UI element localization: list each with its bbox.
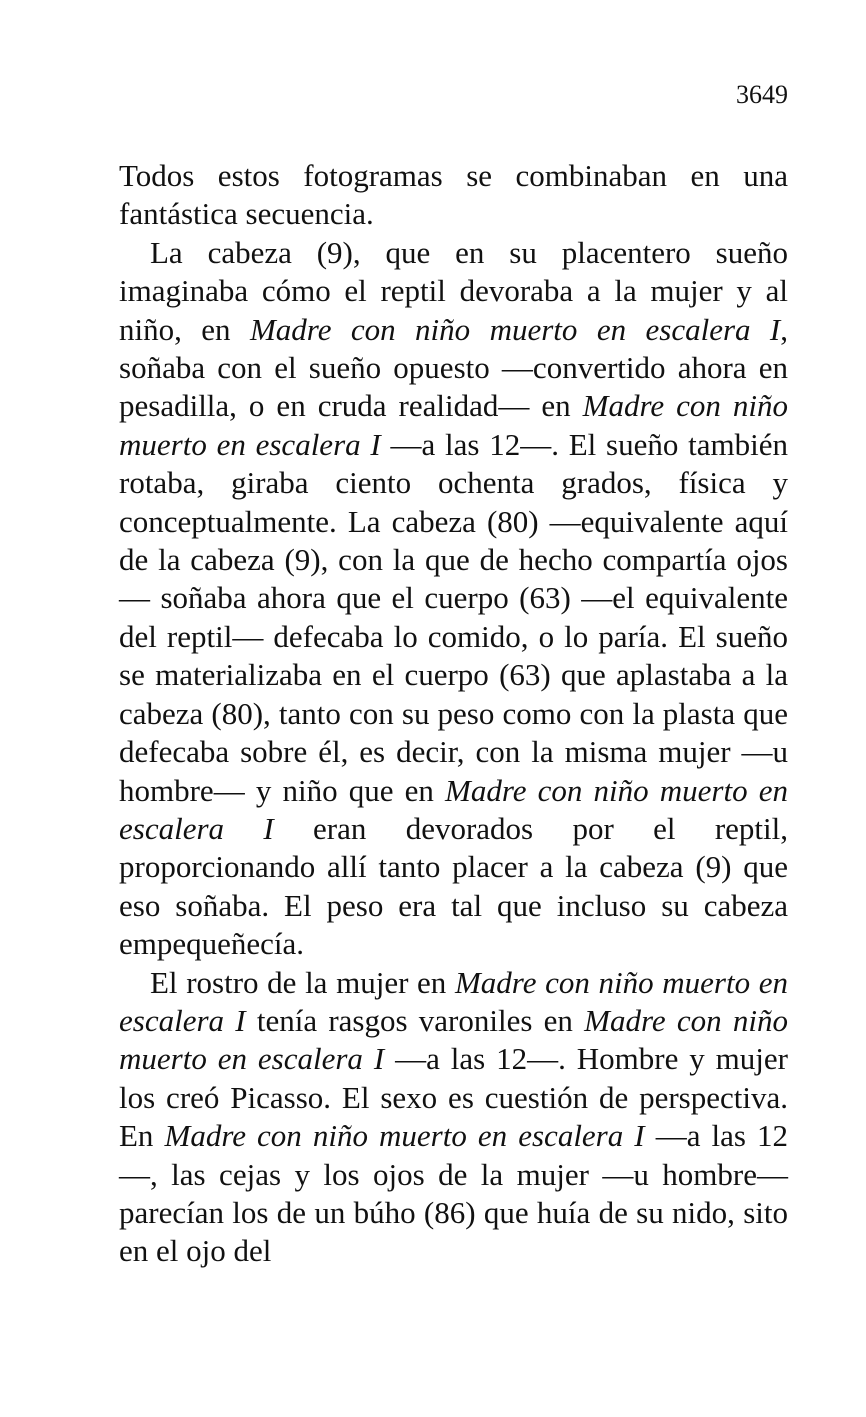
- paragraph: [119, 234, 788, 964]
- paragraph: [119, 157, 788, 234]
- artwork-title: Madre con niño muerto en escalera I: [249, 311, 781, 347]
- artwork-title: Madre con niño muerto en escalera I: [164, 1118, 645, 1154]
- text-run: tenía rasgos varoniles en: [245, 1002, 585, 1038]
- text-run: El rostro de la mujer en: [150, 964, 455, 1000]
- text-run: , soñaba con el sueño opuesto —convertido ahora en pesadilla, o en cruda realidad— en: [119, 311, 789, 424]
- body-text: [119, 157, 788, 1271]
- text-run: —a las 12—. El sueño también rotaba, giraba ciento ochenta grados, física y conceptualmente. La cabeza (80) —equivalente aquí de la cabeza (9), con la que de hecho compartía ojos— soñaba ahora que el cuerpo (63) —el equivalente del reptil— defecaba lo comido, o lo paría. El sueño se materializaba en el cuerpo (63) que aplastaba a la cabeza (80), tanto con su peso como con la plasta que defecaba sobre él, es decir, con la misma mujer —u hombre— y niño que en: [119, 426, 788, 808]
- page-number: 3649: [736, 80, 788, 109]
- text-run: Todos estos fotogramas se combinaban en una fantástica secuencia.: [119, 158, 788, 232]
- text-run: La cabeza (9), que en su placentero sueño imaginaba cómo el reptil devoraba a la mujer y al niño, en: [119, 234, 788, 347]
- artwork-title: Madre con niño muerto en escalera I: [119, 388, 788, 462]
- paragraph: [119, 964, 788, 1271]
- text-run: —a las 12—, las cejas y los ojos de la mujer —u hombre— parecían los de un búho (86) que huía de su nido, sito en el ojo del: [119, 1118, 789, 1269]
- text-run: —a las 12—. Hombre y mujer los creó Picasso. El sexo es cuestión de perspectiva. En: [119, 1041, 788, 1154]
- artwork-title: Madre con niño muerto en escalera I: [119, 964, 788, 1038]
- text-run: eran devorados por el reptil, proporcionando allí tanto placer a la cabeza (9) que eso soñaba. El peso era tal que incluso su cabeza empequeñecía.: [119, 810, 788, 962]
- artwork-title: Madre con niño muerto en escalera I: [119, 1002, 788, 1077]
- artwork-title: Madre con niño muerto en escalera I: [119, 772, 789, 846]
